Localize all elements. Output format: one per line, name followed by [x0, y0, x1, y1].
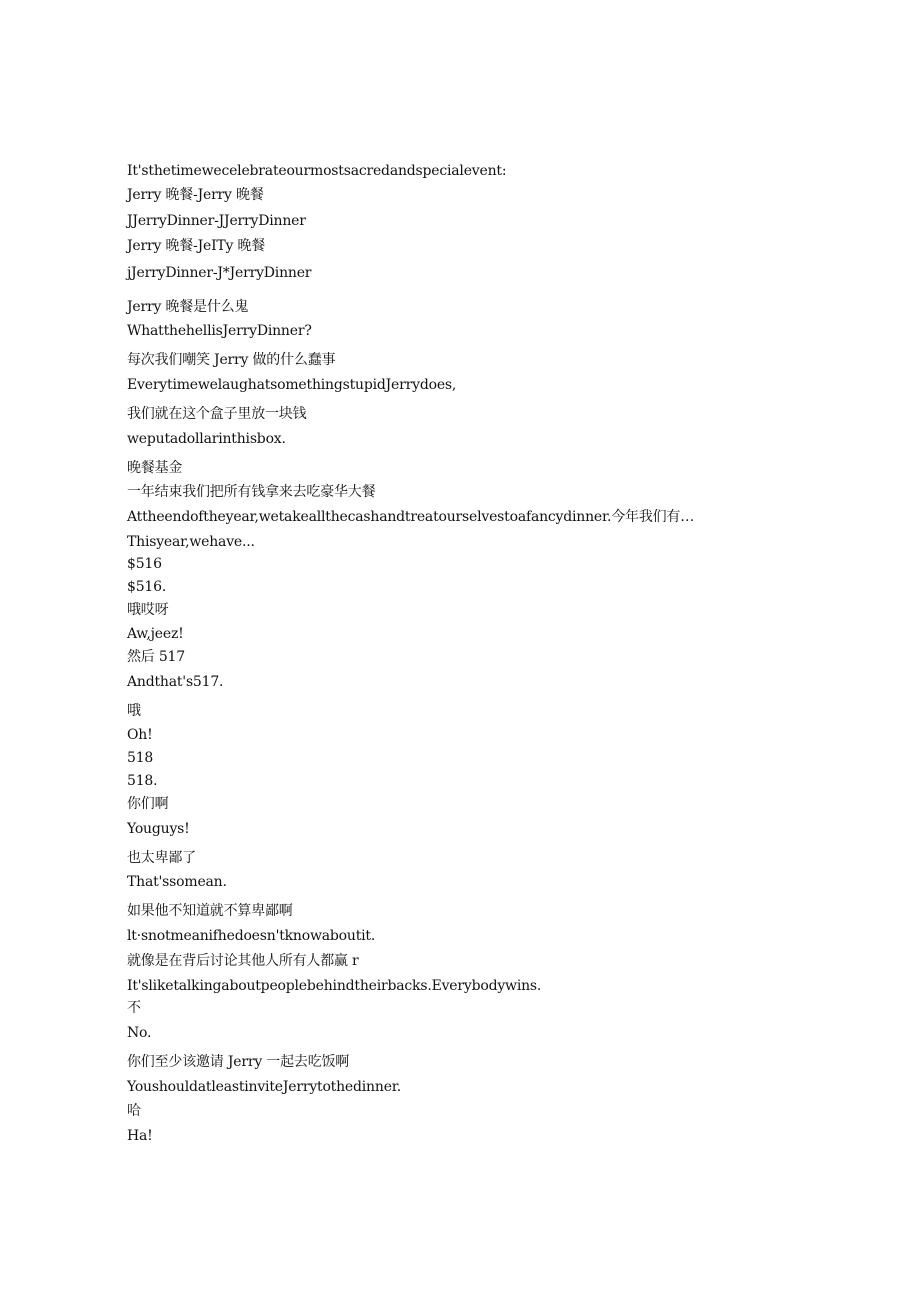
transcript-line: jJerryDinner-J*JerryDinner	[127, 265, 312, 281]
transcript-line: Jerry 晚餐-Jerry 晚餐	[127, 187, 264, 203]
transcript-line: Jerry 晚餐是什么鬼	[127, 299, 249, 315]
transcript-line: 哈	[127, 1103, 141, 1119]
transcript-line: 不	[127, 1000, 141, 1016]
transcript-line: $516.	[127, 579, 167, 595]
transcript-line: Andthat's517.	[127, 674, 224, 690]
transcript-line: Ha!	[127, 1128, 153, 1144]
transcript-line: weputadollarinthisbox.	[127, 431, 286, 447]
transcript-line: That'ssomean.	[127, 874, 227, 890]
transcript-line: lt·snotmeanifhedoesn'tknowaboutit.	[127, 928, 376, 944]
transcript-line: Aw,jeez!	[127, 626, 184, 642]
transcript-line: JJerryDinner-JJerryDinner	[127, 213, 306, 229]
transcript-line: 晚餐基金	[127, 460, 183, 476]
transcript-line: 如果他不知道就不算卑鄙啊	[127, 903, 293, 919]
transcript-line: 然后 517	[127, 649, 185, 665]
transcript-line: 你们至少该邀请 Jerry 一起去吃饭啊	[127, 1054, 350, 1070]
transcript-line: It'sliketalkingaboutpeoplebehindtheirbacks.Everybodywins.	[127, 978, 542, 994]
transcript-line: No.	[127, 1025, 152, 1041]
transcript-line: Attheendoftheyear,wetakeallthecashandtreatourselvestoafancydinner.今年我们有…	[127, 509, 695, 525]
transcript-line: 你们啊	[127, 796, 169, 812]
transcript-line: Youguys!	[127, 821, 190, 837]
transcript-line: 哦哎呀	[127, 602, 169, 618]
transcript-line: Jerry 晚餐-JeITy 晚餐	[127, 238, 266, 254]
transcript-line: Thisyear,wehave...	[127, 534, 255, 550]
transcript-line: 也太卑鄙了	[127, 850, 196, 866]
transcript-line: 我们就在这个盒子里放一块钱	[127, 406, 307, 422]
transcript-line: It'sthetimewecelebrateourmostsacredandspecialevent:	[127, 163, 507, 179]
transcript-line: Oh!	[127, 727, 153, 743]
transcript-line: EverytimewelaughatsomethingstupidJerrydoes,	[127, 377, 457, 393]
transcript-line: $516	[127, 556, 162, 572]
transcript-line: 518.	[127, 773, 158, 789]
transcript-line: 就像是在背后讨论其他人所有人都赢 r	[127, 953, 359, 969]
transcript-line: 518	[127, 750, 154, 766]
transcript-line: 哦	[127, 703, 141, 719]
transcript-line: 每次我们嘲笑 Jerry 做的什么蠢事	[127, 352, 336, 368]
transcript-line: YoushouldatleastinviteJerrytothedinner.	[127, 1079, 401, 1095]
transcript-line: 一年结束我们把所有钱拿来去吃豪华大餐	[127, 484, 376, 500]
transcript-line: WhatthehellisJerryDinner?	[127, 323, 312, 339]
